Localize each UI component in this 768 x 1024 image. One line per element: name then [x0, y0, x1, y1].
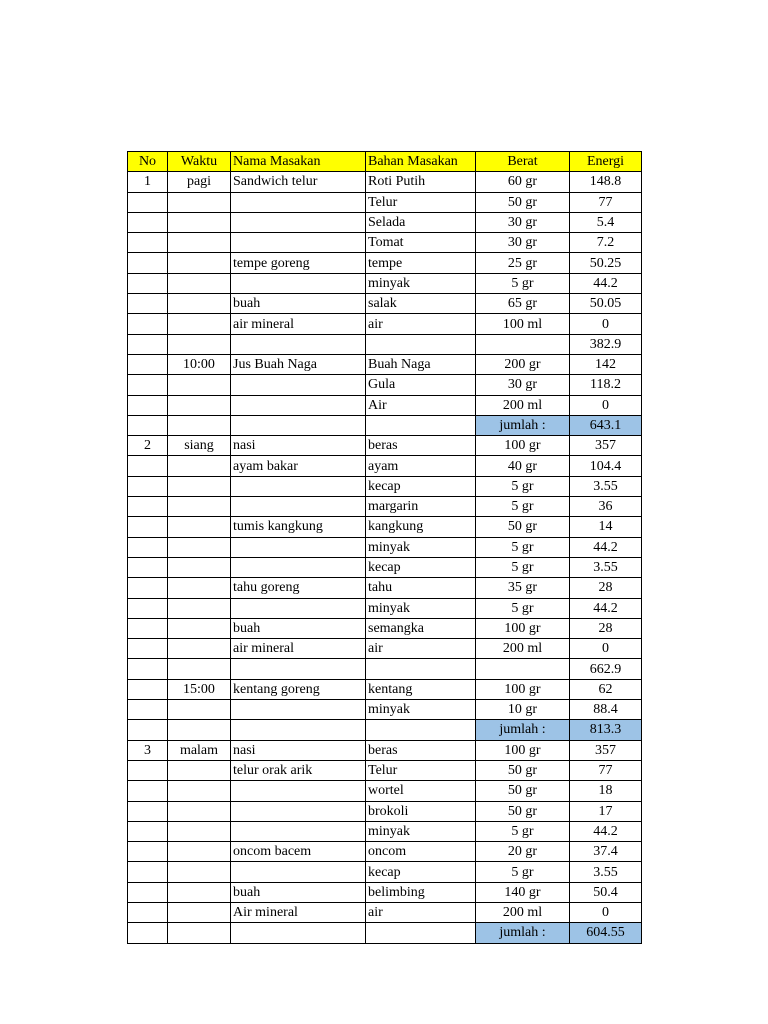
berat-cell: 50 gr: [476, 760, 570, 780]
no-cell: [128, 537, 168, 557]
energi-cell: 77: [570, 760, 642, 780]
table-row: [128, 192, 642, 212]
berat-cell: 100 ml: [476, 314, 570, 334]
bahan-masakan-cell: tempe: [366, 253, 476, 273]
berat-cell: 50 gr: [476, 781, 570, 801]
energi-cell: 357: [570, 436, 642, 456]
berat-cell: 100 gr: [476, 436, 570, 456]
bahan-masakan-cell: kecap: [366, 476, 476, 496]
table-row: [128, 902, 642, 922]
header-energi: Energi: [570, 152, 642, 172]
energi-cell: 77: [570, 192, 642, 212]
table-row: [128, 253, 642, 273]
nama-masakan-cell: [231, 720, 366, 740]
table-row: [128, 557, 642, 577]
energi-cell: 0: [570, 314, 642, 334]
energi-cell: 0: [570, 902, 642, 922]
berat-cell: 200 ml: [476, 395, 570, 415]
waktu-cell: [168, 700, 231, 720]
table-row: [128, 659, 642, 679]
bahan-masakan-cell: kecap: [366, 862, 476, 882]
berat-cell: 5 gr: [476, 273, 570, 293]
bahan-masakan-cell: belimbing: [366, 882, 476, 902]
table-row: [128, 233, 642, 253]
no-cell: [128, 273, 168, 293]
waktu-cell: [168, 557, 231, 577]
energi-cell: 36: [570, 497, 642, 517]
berat-cell: 140 gr: [476, 882, 570, 902]
nama-masakan-cell: Sandwich telur: [231, 172, 366, 192]
waktu-cell: [168, 598, 231, 618]
nama-masakan-cell: [231, 212, 366, 232]
table-row: [128, 172, 642, 192]
energi-cell: 643.1: [570, 415, 642, 435]
energi-cell: 813.3: [570, 720, 642, 740]
no-cell: [128, 923, 168, 943]
bahan-masakan-cell: Buah Naga: [366, 354, 476, 374]
table-row: [128, 334, 642, 354]
waktu-cell: [168, 233, 231, 253]
berat-cell: 200 ml: [476, 902, 570, 922]
energi-cell: 104.4: [570, 456, 642, 476]
energi-cell: 7.2: [570, 233, 642, 253]
bahan-masakan-cell: beras: [366, 436, 476, 456]
berat-cell: 5 gr: [476, 862, 570, 882]
waktu-cell: [168, 801, 231, 821]
no-cell: [128, 578, 168, 598]
nama-masakan-cell: Jus Buah Naga: [231, 354, 366, 374]
bahan-masakan-cell: air: [366, 314, 476, 334]
energi-cell: 44.2: [570, 598, 642, 618]
berat-cell: 35 gr: [476, 578, 570, 598]
berat-cell: jumlah :: [476, 720, 570, 740]
bahan-masakan-cell: Roti Putih: [366, 172, 476, 192]
waktu-cell: [168, 314, 231, 334]
no-cell: 1: [128, 172, 168, 192]
table-header-row: [128, 152, 642, 172]
energi-cell: 0: [570, 639, 642, 659]
energi-cell: 50.4: [570, 882, 642, 902]
bahan-masakan-cell: kangkung: [366, 517, 476, 537]
waktu-cell: [168, 659, 231, 679]
no-cell: [128, 801, 168, 821]
no-cell: [128, 557, 168, 577]
energi-cell: 148.8: [570, 172, 642, 192]
energi-cell: 28: [570, 618, 642, 638]
waktu-cell: [168, 476, 231, 496]
waktu-cell: [168, 334, 231, 354]
bahan-masakan-cell: kentang: [366, 679, 476, 699]
berat-cell: 200 gr: [476, 354, 570, 374]
energi-cell: 0: [570, 395, 642, 415]
no-cell: [128, 842, 168, 862]
berat-cell: 30 gr: [476, 233, 570, 253]
table-row: [128, 273, 642, 293]
no-cell: [128, 517, 168, 537]
energi-cell: 44.2: [570, 273, 642, 293]
berat-cell: 5 gr: [476, 476, 570, 496]
no-cell: [128, 334, 168, 354]
no-cell: [128, 476, 168, 496]
no-cell: [128, 760, 168, 780]
nama-masakan-cell: air mineral: [231, 639, 366, 659]
no-cell: [128, 415, 168, 435]
waktu-cell: [168, 902, 231, 922]
bahan-masakan-cell: oncom: [366, 842, 476, 862]
energi-cell: 142: [570, 354, 642, 374]
berat-cell: jumlah :: [476, 923, 570, 943]
no-cell: [128, 659, 168, 679]
table-row: [128, 395, 642, 415]
berat-cell: 30 gr: [476, 212, 570, 232]
no-cell: [128, 192, 168, 212]
nama-masakan-cell: [231, 700, 366, 720]
waktu-cell: pagi: [168, 172, 231, 192]
nama-masakan-cell: air mineral: [231, 314, 366, 334]
no-cell: [128, 618, 168, 638]
no-cell: [128, 902, 168, 922]
bahan-masakan-cell: kecap: [366, 557, 476, 577]
table-row: [128, 639, 642, 659]
nama-masakan-cell: tahu goreng: [231, 578, 366, 598]
energi-cell: 118.2: [570, 375, 642, 395]
table-row: [128, 618, 642, 638]
waktu-cell: [168, 639, 231, 659]
nama-masakan-cell: buah: [231, 294, 366, 314]
no-cell: [128, 395, 168, 415]
nama-masakan-cell: Air mineral: [231, 902, 366, 922]
table-row: [128, 862, 642, 882]
berat-cell: [476, 334, 570, 354]
bahan-masakan-cell: tahu: [366, 578, 476, 598]
table-row: [128, 476, 642, 496]
table-row: [128, 497, 642, 517]
waktu-cell: [168, 618, 231, 638]
nama-masakan-cell: [231, 781, 366, 801]
waktu-cell: [168, 253, 231, 273]
no-cell: [128, 497, 168, 517]
waktu-cell: [168, 821, 231, 841]
bahan-masakan-cell: [366, 923, 476, 943]
menu-table: [127, 151, 642, 944]
table-row: [128, 679, 642, 699]
table-row: [128, 517, 642, 537]
energi-cell: 50.05: [570, 294, 642, 314]
energi-cell: 44.2: [570, 537, 642, 557]
berat-cell: 5 gr: [476, 497, 570, 517]
berat-cell: jumlah :: [476, 415, 570, 435]
bahan-masakan-cell: Tomat: [366, 233, 476, 253]
energi-cell: 604.55: [570, 923, 642, 943]
energi-cell: 382.9: [570, 334, 642, 354]
bahan-masakan-cell: wortel: [366, 781, 476, 801]
berat-cell: 100 gr: [476, 679, 570, 699]
nama-masakan-cell: [231, 395, 366, 415]
bahan-masakan-cell: air: [366, 639, 476, 659]
no-cell: [128, 375, 168, 395]
berat-cell: 5 gr: [476, 598, 570, 618]
header-waktu: Waktu: [168, 152, 231, 172]
nama-masakan-cell: oncom bacem: [231, 842, 366, 862]
berat-cell: 20 gr: [476, 842, 570, 862]
nama-masakan-cell: [231, 497, 366, 517]
header-bahan-masakan: Bahan Masakan: [366, 152, 476, 172]
no-cell: [128, 294, 168, 314]
bahan-masakan-cell: minyak: [366, 537, 476, 557]
table-row: [128, 598, 642, 618]
nama-masakan-cell: tumis kangkung: [231, 517, 366, 537]
berat-cell: 50 gr: [476, 517, 570, 537]
no-cell: 3: [128, 740, 168, 760]
waktu-cell: [168, 517, 231, 537]
header-no: No: [128, 152, 168, 172]
nama-masakan-cell: [231, 375, 366, 395]
nama-masakan-cell: [231, 923, 366, 943]
waktu-cell: [168, 882, 231, 902]
bahan-masakan-cell: Telur: [366, 760, 476, 780]
berat-cell: 100 gr: [476, 740, 570, 760]
nama-masakan-cell: [231, 537, 366, 557]
energi-cell: 5.4: [570, 212, 642, 232]
no-cell: [128, 781, 168, 801]
table-row: [128, 354, 642, 374]
no-cell: [128, 212, 168, 232]
energi-cell: 17: [570, 801, 642, 821]
berat-cell: 50 gr: [476, 192, 570, 212]
no-cell: [128, 598, 168, 618]
energi-cell: 357: [570, 740, 642, 760]
no-cell: [128, 700, 168, 720]
berat-cell: 5 gr: [476, 537, 570, 557]
waktu-cell: [168, 781, 231, 801]
waktu-cell: [168, 273, 231, 293]
bahan-masakan-cell: ayam: [366, 456, 476, 476]
waktu-cell: 15:00: [168, 679, 231, 699]
nama-masakan-cell: [231, 415, 366, 435]
berat-cell: 30 gr: [476, 375, 570, 395]
table-row: [128, 415, 642, 435]
bahan-masakan-cell: minyak: [366, 821, 476, 841]
energi-cell: 14: [570, 517, 642, 537]
nama-masakan-cell: nasi: [231, 740, 366, 760]
table-row: [128, 212, 642, 232]
table-row: [128, 720, 642, 740]
no-cell: [128, 456, 168, 476]
table-row: [128, 375, 642, 395]
nama-masakan-cell: [231, 821, 366, 841]
waktu-cell: [168, 415, 231, 435]
energi-cell: 37.4: [570, 842, 642, 862]
bahan-masakan-cell: Selada: [366, 212, 476, 232]
energi-cell: 662.9: [570, 659, 642, 679]
waktu-cell: [168, 720, 231, 740]
waktu-cell: [168, 294, 231, 314]
header-berat: Berat: [476, 152, 570, 172]
waktu-cell: [168, 537, 231, 557]
energi-cell: 44.2: [570, 821, 642, 841]
energi-cell: 3.55: [570, 557, 642, 577]
bahan-masakan-cell: margarin: [366, 497, 476, 517]
nama-masakan-cell: [231, 598, 366, 618]
waktu-cell: [168, 497, 231, 517]
energi-cell: 62: [570, 679, 642, 699]
nama-masakan-cell: nasi: [231, 436, 366, 456]
nama-masakan-cell: [231, 233, 366, 253]
nama-masakan-cell: ayam bakar: [231, 456, 366, 476]
berat-cell: 65 gr: [476, 294, 570, 314]
table-row: [128, 436, 642, 456]
no-cell: [128, 821, 168, 841]
bahan-masakan-cell: [366, 415, 476, 435]
energi-cell: 18: [570, 781, 642, 801]
bahan-masakan-cell: [366, 720, 476, 740]
waktu-cell: [168, 395, 231, 415]
bahan-masakan-cell: brokoli: [366, 801, 476, 821]
berat-cell: 10 gr: [476, 700, 570, 720]
bahan-masakan-cell: beras: [366, 740, 476, 760]
bahan-masakan-cell: Gula: [366, 375, 476, 395]
nama-masakan-cell: [231, 476, 366, 496]
berat-cell: 200 ml: [476, 639, 570, 659]
table-row: [128, 781, 642, 801]
nama-masakan-cell: buah: [231, 882, 366, 902]
table-row: [128, 294, 642, 314]
table-row: [128, 882, 642, 902]
berat-cell: 100 gr: [476, 618, 570, 638]
table-row: [128, 801, 642, 821]
no-cell: 2: [128, 436, 168, 456]
bahan-masakan-cell: minyak: [366, 273, 476, 293]
no-cell: [128, 679, 168, 699]
table-row: [128, 923, 642, 943]
bahan-masakan-cell: salak: [366, 294, 476, 314]
waktu-cell: [168, 578, 231, 598]
nama-masakan-cell: [231, 273, 366, 293]
table-row: [128, 740, 642, 760]
berat-cell: 50 gr: [476, 801, 570, 821]
bahan-masakan-cell: [366, 659, 476, 679]
berat-cell: 5 gr: [476, 557, 570, 577]
berat-cell: 5 gr: [476, 821, 570, 841]
nama-masakan-cell: [231, 659, 366, 679]
table-row: [128, 456, 642, 476]
nama-masakan-cell: [231, 801, 366, 821]
nama-masakan-cell: kentang goreng: [231, 679, 366, 699]
berat-cell: 60 gr: [476, 172, 570, 192]
no-cell: [128, 882, 168, 902]
nama-masakan-cell: [231, 862, 366, 882]
header-nama-masakan: Nama Masakan: [231, 152, 366, 172]
waktu-cell: [168, 842, 231, 862]
nama-masakan-cell: [231, 334, 366, 354]
berat-cell: [476, 659, 570, 679]
waktu-cell: 10:00: [168, 354, 231, 374]
bahan-masakan-cell: minyak: [366, 598, 476, 618]
waktu-cell: [168, 456, 231, 476]
no-cell: [128, 253, 168, 273]
bahan-masakan-cell: air: [366, 902, 476, 922]
waktu-cell: [168, 192, 231, 212]
no-cell: [128, 354, 168, 374]
table-row: [128, 314, 642, 334]
no-cell: [128, 720, 168, 740]
table-row: [128, 537, 642, 557]
waktu-cell: [168, 212, 231, 232]
no-cell: [128, 314, 168, 334]
bahan-masakan-cell: Air: [366, 395, 476, 415]
table-row: [128, 760, 642, 780]
waktu-cell: [168, 760, 231, 780]
energi-cell: 50.25: [570, 253, 642, 273]
energi-cell: 88.4: [570, 700, 642, 720]
energi-cell: 3.55: [570, 476, 642, 496]
no-cell: [128, 233, 168, 253]
energi-cell: 3.55: [570, 862, 642, 882]
waktu-cell: [168, 923, 231, 943]
waktu-cell: [168, 862, 231, 882]
table-row: [128, 578, 642, 598]
waktu-cell: malam: [168, 740, 231, 760]
waktu-cell: siang: [168, 436, 231, 456]
no-cell: [128, 862, 168, 882]
bahan-masakan-cell: Telur: [366, 192, 476, 212]
nama-masakan-cell: [231, 192, 366, 212]
nama-masakan-cell: buah: [231, 618, 366, 638]
berat-cell: 40 gr: [476, 456, 570, 476]
nama-masakan-cell: [231, 557, 366, 577]
bahan-masakan-cell: minyak: [366, 700, 476, 720]
nama-masakan-cell: tempe goreng: [231, 253, 366, 273]
energi-cell: 28: [570, 578, 642, 598]
berat-cell: 25 gr: [476, 253, 570, 273]
bahan-masakan-cell: [366, 334, 476, 354]
waktu-cell: [168, 375, 231, 395]
table-row: [128, 842, 642, 862]
no-cell: [128, 639, 168, 659]
table-row: [128, 821, 642, 841]
nama-masakan-cell: telur orak arik: [231, 760, 366, 780]
table-row: [128, 700, 642, 720]
table-body: [128, 172, 642, 943]
bahan-masakan-cell: semangka: [366, 618, 476, 638]
